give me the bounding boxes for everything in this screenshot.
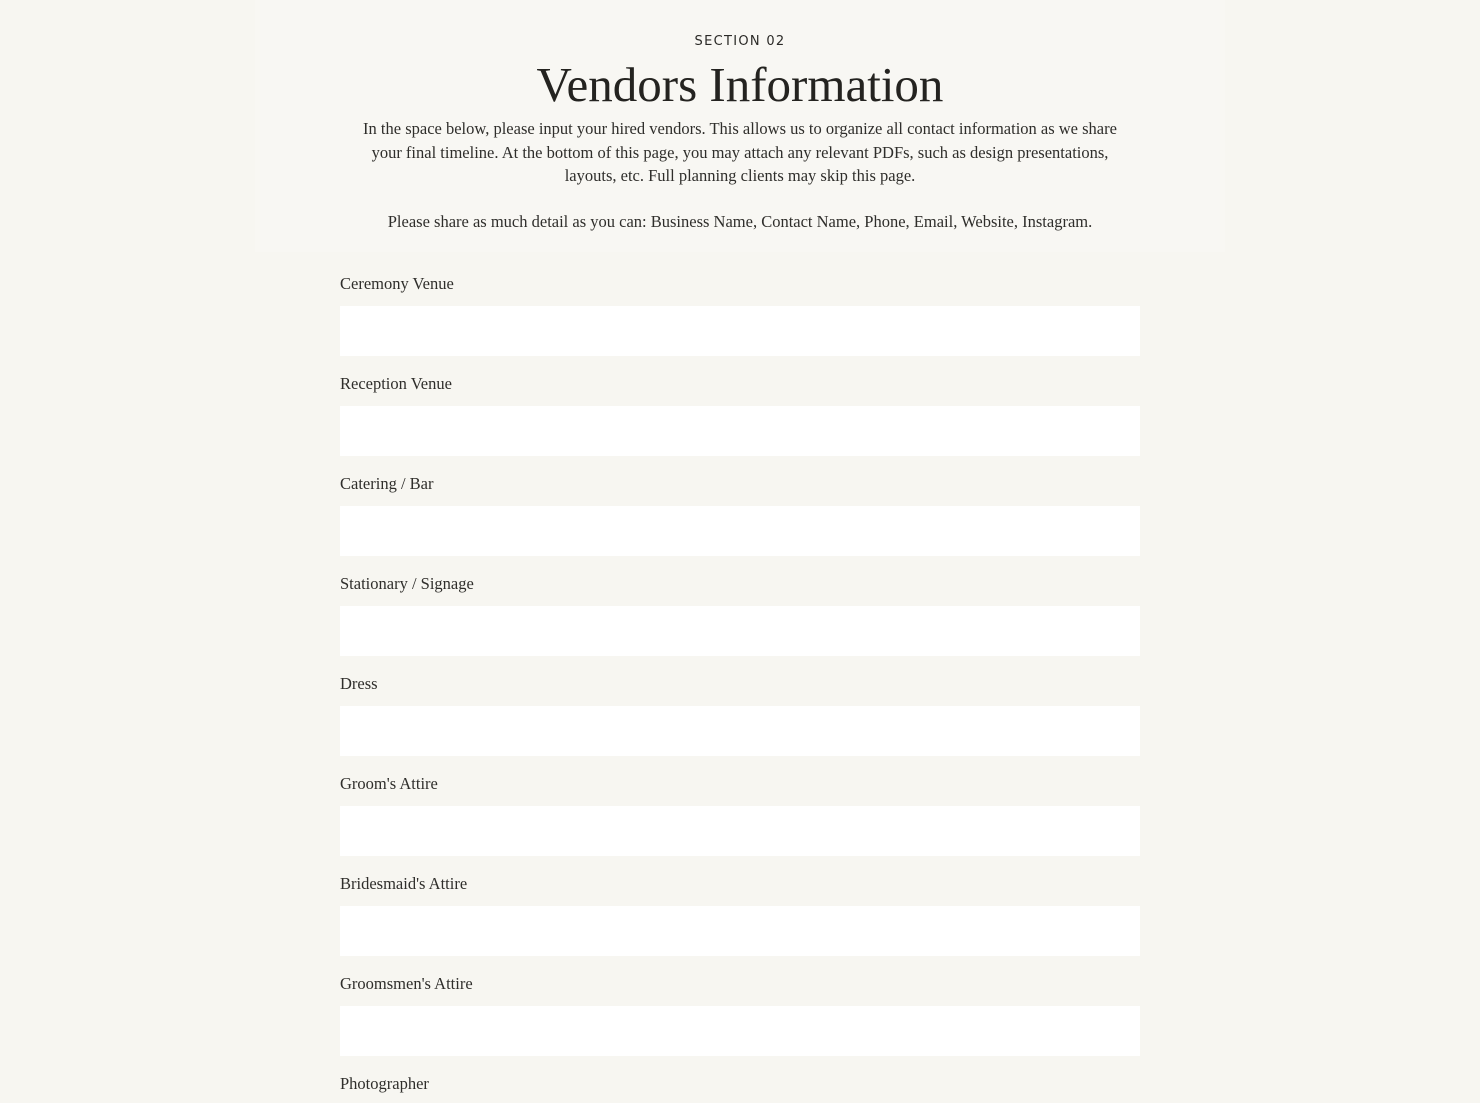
field-photographer (340, 1072, 1140, 1103)
page-title: Vendors Information (536, 57, 944, 112)
grooms-attire-input[interactable] (340, 806, 1140, 856)
intro-text: In the space below, please input your hired vendors. This allows us to organize all contact information as we share your final timeline. At the bottom of this page, you may attach any relevant PDFs, such as design presentations, layouts, etc. Full planning clients may skip this page. (363, 119, 1117, 185)
field-label: Dress (340, 674, 378, 693)
field-label: Photographer (340, 1074, 429, 1093)
groomsmens-attire-input[interactable] (340, 1006, 1140, 1056)
detail-text: Please share as much detail as you can: Business Name, Contact Name, Phone, Email, Website, Instagram. (387, 212, 1093, 231)
section-eyebrow: SECTION 02 (694, 34, 786, 49)
dress-input[interactable] (340, 706, 1140, 756)
reception-venue-input[interactable] (340, 406, 1140, 456)
field-bridesmaids-attire (340, 872, 1140, 972)
field-groomsmens-attire (340, 972, 1140, 1072)
field-label: Reception Venue (340, 374, 452, 393)
field-label: Ceremony Venue (340, 274, 454, 293)
field-grooms-attire (340, 772, 1140, 872)
ceremony-venue-input[interactable] (340, 306, 1140, 356)
field-catering-bar (340, 472, 1140, 572)
vendors-form (340, 272, 1140, 1103)
catering-bar-input[interactable] (340, 506, 1140, 556)
field-label: Stationary / Signage (340, 574, 474, 593)
field-label: Groomsmen's Attire (340, 974, 473, 993)
field-label: Groom's Attire (340, 774, 438, 793)
stationary-signage-input[interactable] (340, 606, 1140, 656)
field-label: Catering / Bar (340, 474, 434, 493)
field-reception-venue (340, 372, 1140, 472)
field-ceremony-venue (340, 272, 1140, 372)
field-stationary-signage (340, 572, 1140, 672)
field-label: Bridesmaid's Attire (340, 874, 468, 893)
field-dress (340, 672, 1140, 772)
bridesmaids-attire-input[interactable] (340, 906, 1140, 956)
